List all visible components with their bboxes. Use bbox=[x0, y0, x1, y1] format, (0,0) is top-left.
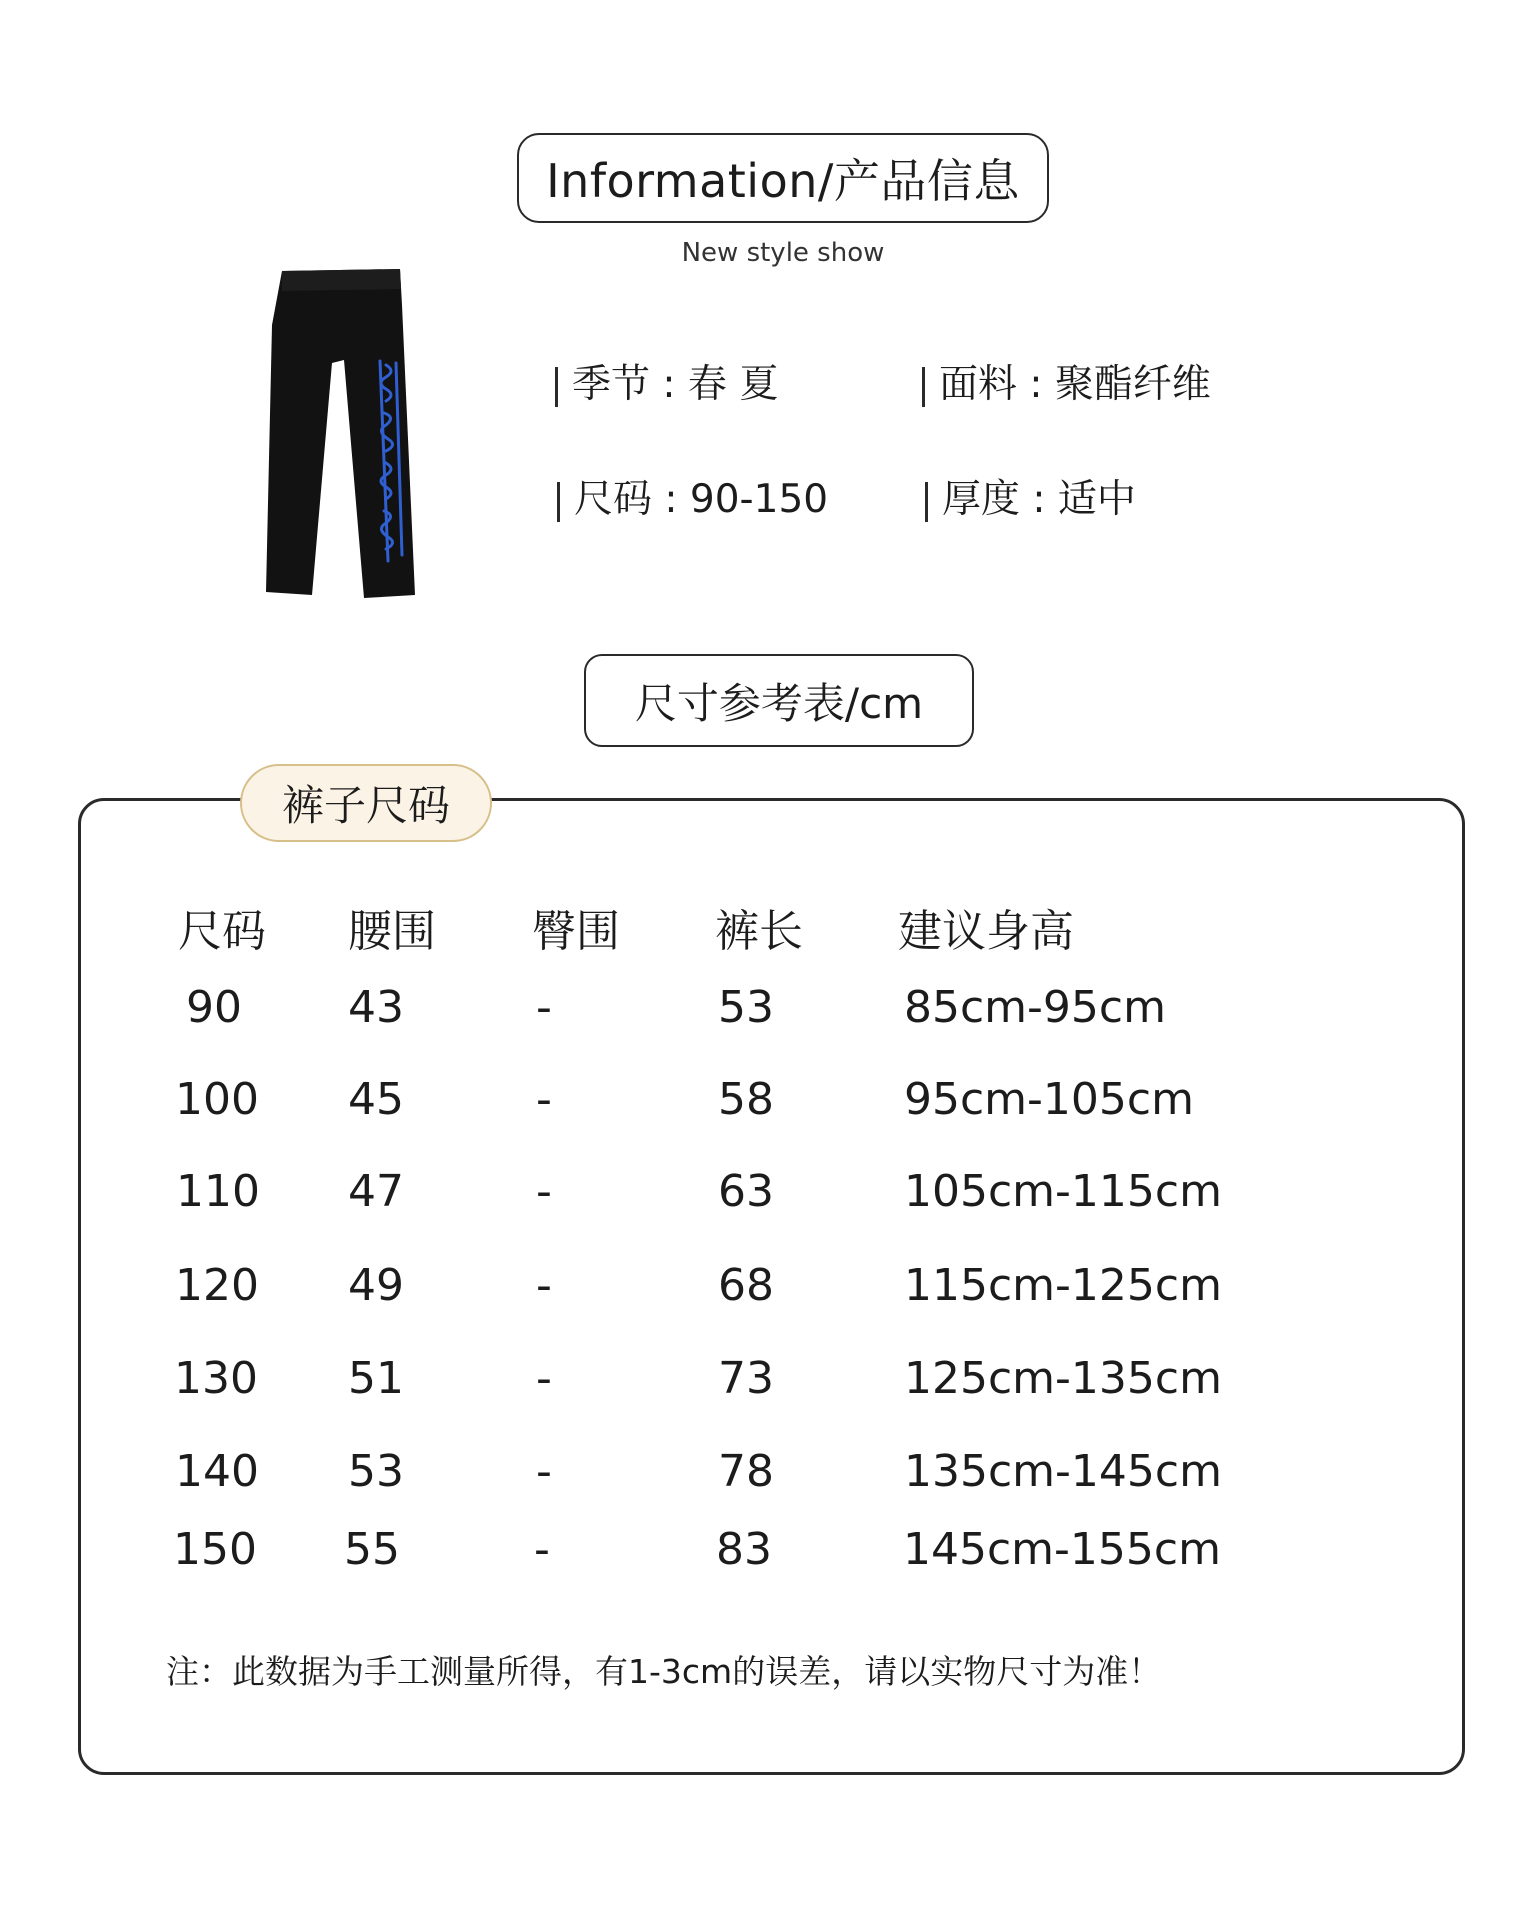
spec-bar-icon bbox=[922, 367, 925, 407]
spec-bar-icon bbox=[925, 482, 928, 522]
size-chart-title-box bbox=[584, 654, 974, 747]
cell-hip: - bbox=[536, 1166, 552, 1217]
cell-hip: - bbox=[536, 1074, 552, 1125]
cell-size: 90 bbox=[186, 982, 242, 1033]
info-title: Information/产品信息 bbox=[546, 154, 1020, 208]
cell-hip: - bbox=[536, 1353, 552, 1404]
spec-thickness: 厚度 : 适中 bbox=[925, 475, 1136, 525]
cell-size: 120 bbox=[175, 1260, 259, 1311]
spec-fabric: 面料 : 聚酯纤维 bbox=[922, 360, 1211, 410]
spec-size: 尺码 : 90-150 bbox=[557, 475, 828, 525]
cell-height: 135cm-145cm bbox=[904, 1446, 1222, 1497]
cell-hip: - bbox=[534, 1524, 550, 1575]
cell-height: 145cm-155cm bbox=[903, 1524, 1221, 1575]
cell-height: 105cm-115cm bbox=[904, 1166, 1222, 1217]
cell-length: 73 bbox=[718, 1353, 774, 1404]
cell-size: 110 bbox=[176, 1166, 260, 1217]
col-header-length: 裤长 bbox=[715, 906, 803, 957]
cell-size: 140 bbox=[175, 1446, 259, 1497]
cell-height: 85cm-95cm bbox=[904, 982, 1166, 1033]
product-pants-image bbox=[260, 265, 420, 600]
cell-waist: 55 bbox=[344, 1524, 400, 1575]
cell-waist: 49 bbox=[348, 1260, 404, 1311]
col-header-height: 建议身高 bbox=[898, 906, 1074, 957]
size-chart-title: 尺寸参考表/cm bbox=[634, 678, 924, 728]
col-header-size: 尺码 bbox=[178, 906, 266, 957]
cell-length: 63 bbox=[718, 1166, 774, 1217]
cell-length: 53 bbox=[718, 982, 774, 1033]
cell-hip: - bbox=[536, 1446, 552, 1497]
col-header-hip: 臀围 bbox=[532, 906, 620, 957]
cell-waist: 47 bbox=[348, 1166, 404, 1217]
spec-bar-icon bbox=[557, 482, 560, 522]
pants-size-tag: 裤子尺码 bbox=[240, 764, 492, 842]
cell-hip: - bbox=[536, 1260, 552, 1311]
cell-height: 125cm-135cm bbox=[904, 1353, 1222, 1404]
cell-waist: 51 bbox=[348, 1353, 404, 1404]
col-header-waist: 腰围 bbox=[348, 906, 436, 957]
info-subtitle: New style show bbox=[681, 238, 885, 268]
cell-size: 100 bbox=[175, 1074, 259, 1125]
cell-hip: - bbox=[536, 982, 552, 1033]
spec-season: 季节 : 春 夏 bbox=[555, 360, 778, 410]
cell-length: 78 bbox=[718, 1446, 774, 1497]
cell-waist: 43 bbox=[348, 982, 404, 1033]
cell-height: 95cm-105cm bbox=[904, 1074, 1194, 1125]
measurement-note: 注：此数据为手工测量所得，有1-3cm的误差，请以实物尺寸为准！ bbox=[166, 1652, 1162, 1691]
cell-waist: 45 bbox=[348, 1074, 404, 1125]
cell-size: 130 bbox=[174, 1353, 258, 1404]
cell-length: 58 bbox=[718, 1074, 774, 1125]
spec-bar-icon bbox=[555, 367, 558, 407]
cell-length: 83 bbox=[716, 1524, 772, 1575]
cell-height: 115cm-125cm bbox=[904, 1260, 1222, 1311]
info-title-box bbox=[517, 133, 1049, 223]
cell-length: 68 bbox=[718, 1260, 774, 1311]
cell-waist: 53 bbox=[348, 1446, 404, 1497]
cell-size: 150 bbox=[173, 1524, 257, 1575]
